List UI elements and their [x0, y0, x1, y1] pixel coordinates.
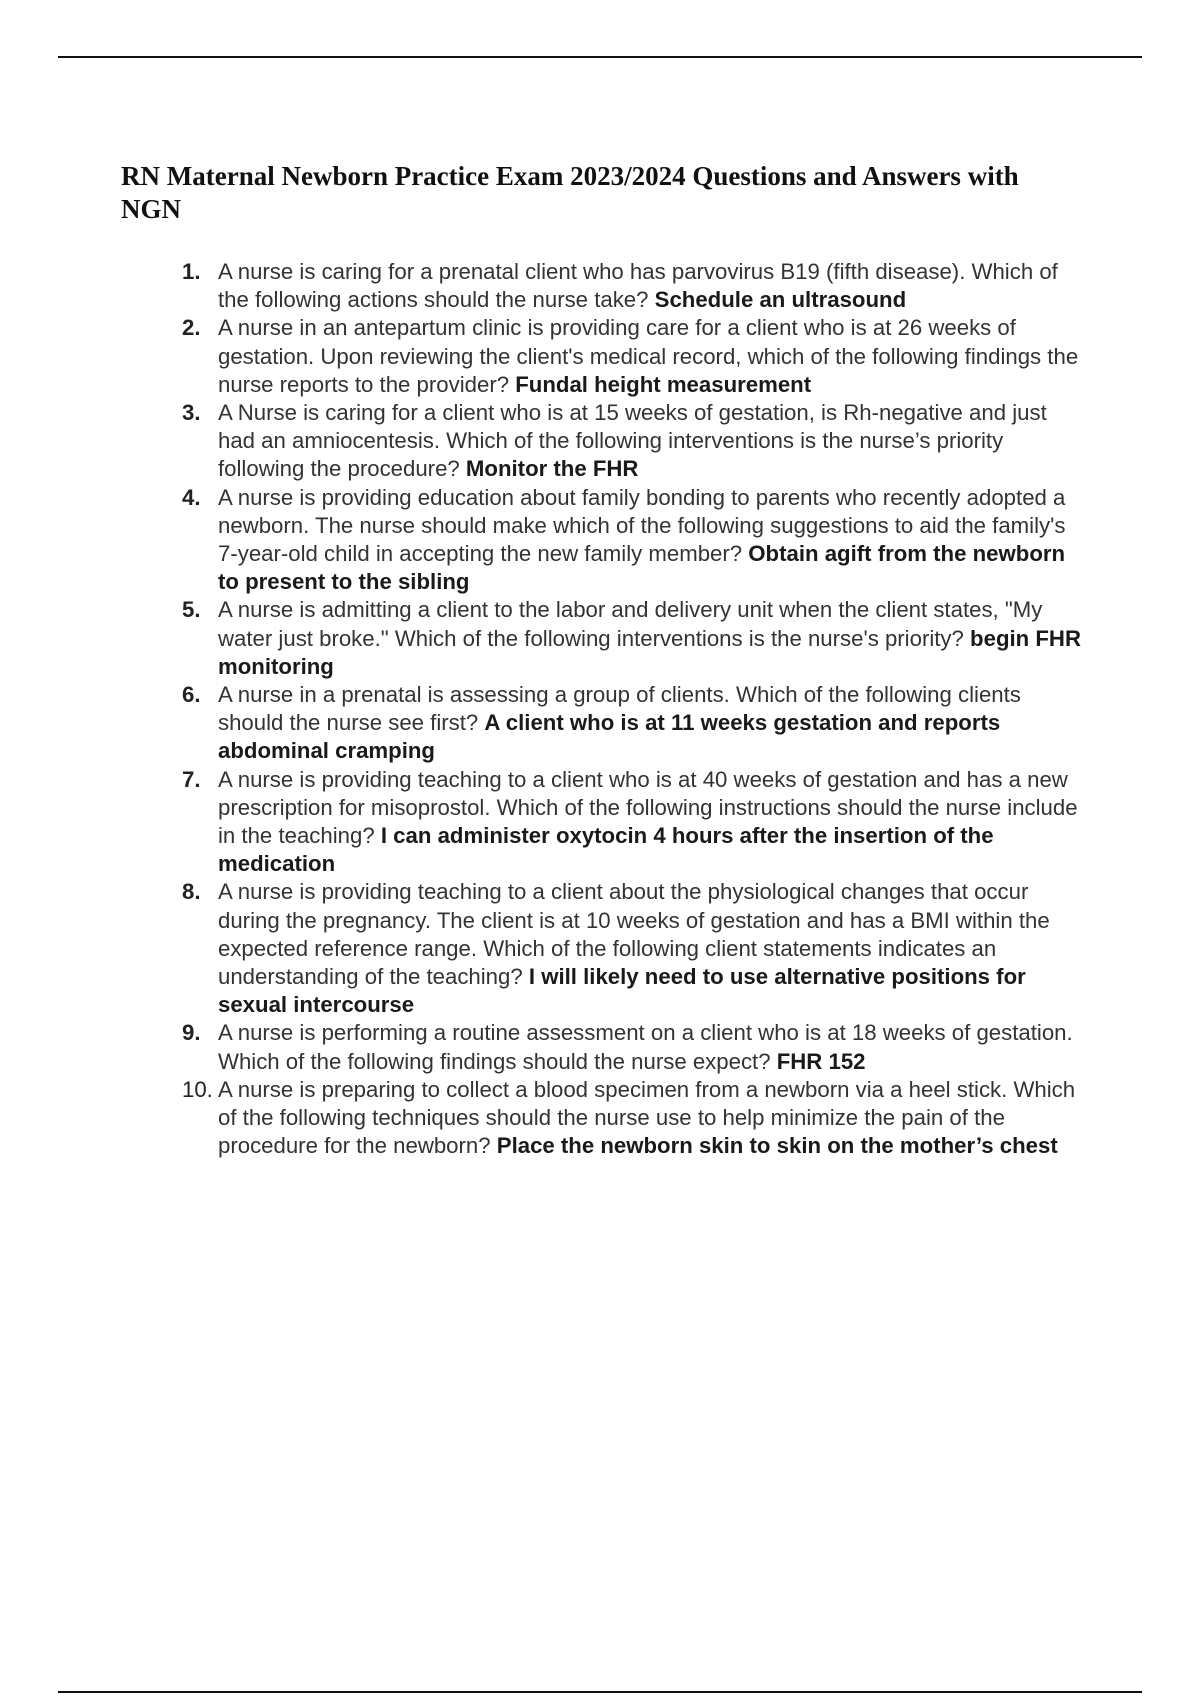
question-number: 7.: [182, 766, 201, 792]
question-answer: A client who is at 11 weeks gestation and reports abdominal cramping: [218, 710, 1001, 764]
question-answer: Fundal height measurement: [515, 371, 812, 397]
question-number: 6.: [182, 682, 201, 708]
question-item: [170, 596, 1088, 681]
question-text: A nurse in a prenatal is assessing a group of clients. Which of the following clients should the nurse see first?: [218, 682, 1021, 736]
question-answer: begin FHR monitoring: [218, 625, 1081, 679]
question-item: [170, 258, 1088, 314]
question-number: 8.: [182, 879, 201, 905]
question-number: 4.: [182, 484, 201, 510]
document-title: RN Maternal Newborn Practice Exam 2023/2024 Questions and Answers with NGN: [121, 161, 1019, 224]
question-item: [170, 681, 1088, 766]
question-answer: I can administer oxytocin 4 hours after the insertion of the medication: [218, 823, 994, 877]
footer-rule: [58, 1691, 1142, 1693]
question-number: 2.: [182, 315, 201, 341]
question-text: A nurse is providing teaching to a client who is at 40 weeks of gestation and has a new prescription for misoprostol. Which of the following instructions should the nurse include in the teaching?: [218, 766, 1078, 849]
question-number: 9.: [182, 1020, 201, 1046]
question-number: 3.: [182, 400, 201, 426]
question-answer: Obtain agift from the newborn to present to the sibling: [218, 541, 1066, 595]
question-item: [170, 1019, 1088, 1075]
question-number: 5.: [182, 597, 201, 623]
question-item: [170, 1076, 1088, 1161]
question-answer: Monitor the FHR: [465, 456, 639, 482]
question-text: A nurse is admitting a client to the labor and delivery unit when the client states, "My water just broke." Which of the following interventions is the nurse's priority?: [218, 597, 1043, 651]
question-text: A Nurse is caring for a client who is at 15 weeks of gestation, is Rh-negative and just had an amniocentesis. Which of the following interventions is the nurse’s priority following the procedure?: [218, 400, 1047, 482]
question-answer: I will likely need to use alternative positions for sexual intercourse: [218, 964, 1026, 1018]
question-list: [170, 258, 1088, 1161]
question-text: A nurse is providing teaching to a client about the physiological changes that occur during the pregnancy. The client is at 10 weeks of gestation and has a BMI within the expected reference range. Which of the following client statements indicates an understanding of the teaching?: [218, 879, 1050, 990]
question-item: [170, 766, 1088, 879]
question-answer: FHR 152: [776, 1048, 866, 1074]
question-item: [170, 484, 1088, 597]
question-text: A nurse in an antepartum clinic is providing care for a client who is at 26 weeks of gestation. Upon reviewing the client's medical record, which of the following findings the nurse reports to the provider?: [218, 315, 1079, 397]
question-item: [170, 399, 1088, 484]
question-text: A nurse is preparing to collect a blood specimen from a newborn via a heel stick. Which of the following techniques should the nurse use to help minimize the pain of the procedure for the newborn?: [218, 1076, 1076, 1159]
question-text: A nurse is providing education about family bonding to parents who recently adopted a newborn. The nurse should make which of the following suggestions to aid the family's 7-year-old child in accepting the new family member?: [218, 484, 1066, 567]
header-rule: [58, 56, 1142, 58]
question-text: A nurse is caring for a prenatal client who has parvovirus B19 (fifth disease). Which of the following actions should the nurse take?: [218, 259, 1058, 313]
question-number: 1.: [182, 259, 201, 284]
question-text: A nurse is performing a routine assessment on a client who is at 18 weeks of gestation. Which of the following findings should the nurse expect?: [218, 1020, 1073, 1074]
question-item: [170, 878, 1088, 1019]
question-answer: Schedule an ultrasound: [654, 287, 907, 313]
question-number: 10.: [182, 1076, 213, 1102]
question-item: [170, 314, 1088, 399]
question-answer: Place the newborn skin to skin on the mother’s chest: [496, 1133, 1058, 1159]
